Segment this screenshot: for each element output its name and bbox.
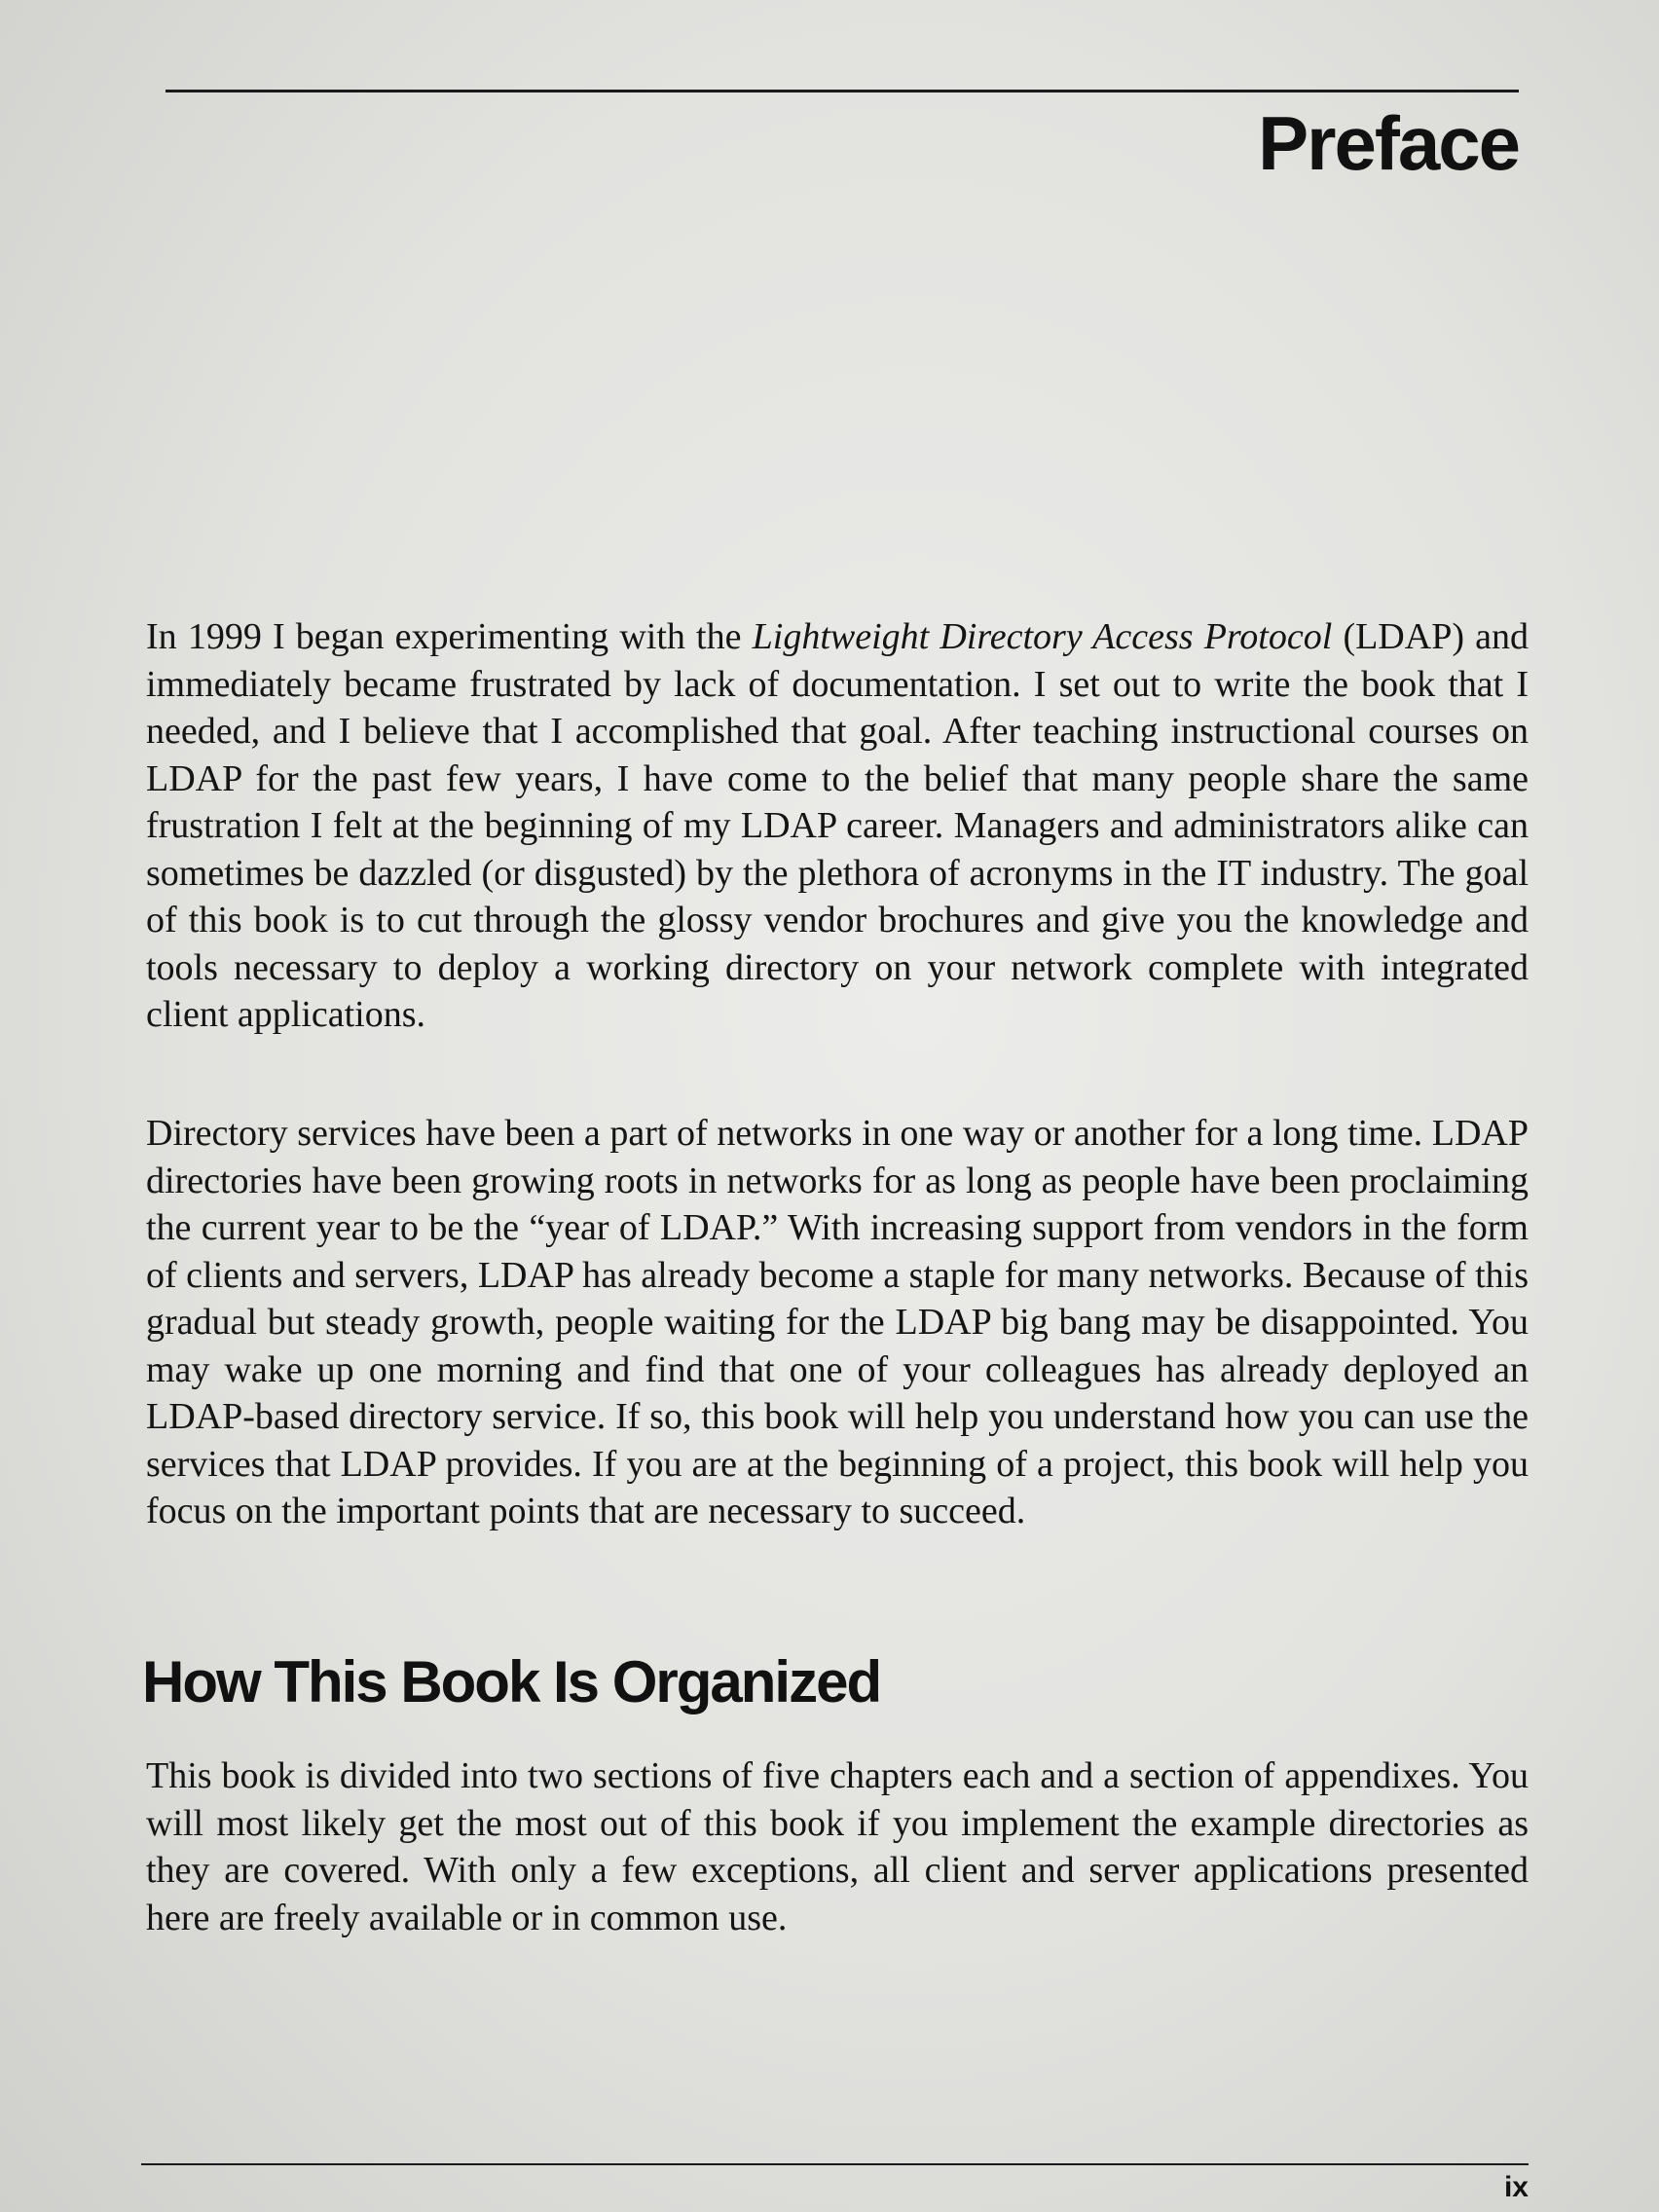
page-number: ix bbox=[1503, 2171, 1529, 2203]
intro-paragraph-start: In 1999 I began experimenting with the bbox=[146, 616, 753, 657]
top-rule bbox=[166, 90, 1519, 92]
organization-paragraph: This book is divided into two sections of five chapters each and a section of appendixes. You will most likely get the most out of this book if you implement the example directories as they are covered. With only a few exceptions, all client and server applications presented here are freely available or in common use. bbox=[146, 1755, 1529, 1938]
bottom-rule bbox=[141, 2163, 1529, 2165]
intro-paragraph bbox=[146, 613, 1529, 1039]
intro-paragraph-rest: (LDAP) and immediately became frustrated by lack of documentation. I set out to write the book that I needed, and I believe that I accomplished that goal. After teaching instructional courses on LDAP for the past few years, I have come to the belief that many people share the same frustration I felt at the beginning of my LDAP career. Managers and administrators alike can sometimes be dazzled (or disgusted) by the plethora of acronyms in the IT industry. The goal of this book is to cut through the glossy vendor brochures and give you the knowledge and tools necessary to deploy a working directory on your network complete with integrated client applications. bbox=[146, 616, 1530, 1035]
protocol-name-italic: Lightweight Directory Access Protocol bbox=[752, 616, 1333, 657]
directory-services-paragraph: Directory services have been a part of networks in one way or another for a long time. LDAP directories have been growing roots in networks for as long as people have been proclaiming the current year to be the “year of LDAP.” With increasing support from vendors in the form of clients and servers, LDAP has already become a staple for many networks. Because of this gradual but steady growth, people waiting for the LDAP big bang may be disappointed. You may wake up one morning and find that one of your colleagues has already deployed an LDAP-based directory service. If so, this book will help you understand how you can use the services that LDAP provides. If you are at the beginning of a project, this book will help you focus on the important points that are necessary to succeed. bbox=[146, 1113, 1529, 1531]
section-heading: How This Book Is Organized bbox=[142, 1649, 881, 1714]
chapter-title: Preface bbox=[1258, 100, 1519, 186]
